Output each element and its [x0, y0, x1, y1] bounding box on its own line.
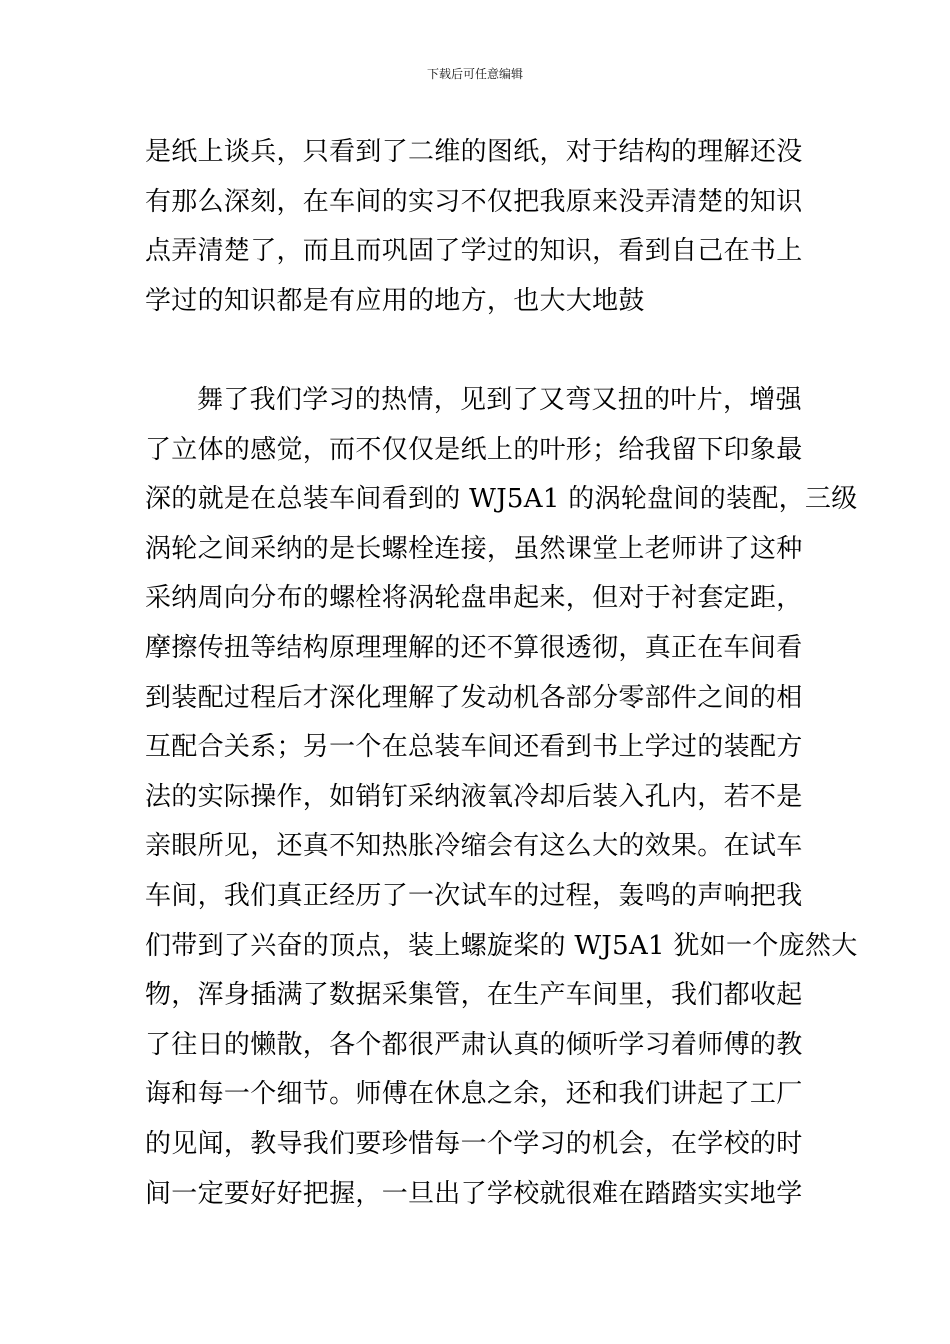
- paragraph-line: 学过的知识都是有应用的地方，也大大地鼓: [145, 285, 645, 316]
- paragraph-line: 深的就是在总装车间看到的 WJ5A1 的涡轮盘间的装配，三级: [145, 484, 858, 515]
- paragraph-line: 间一定要好好把握，一旦出了学校就很难在踏踏实实地学: [145, 1178, 803, 1209]
- paragraph-line: 是纸上谈兵，只看到了二维的图纸，对于结构的理解还没: [145, 137, 803, 167]
- paragraph-line: 了往日的懒散，各个都很严肃认真的倾听学习着师傅的教: [145, 1029, 803, 1060]
- paragraph-line: 亲眼所见，还真不知热胀冷缩会有这么大的效果。在试车: [145, 831, 803, 862]
- paragraph-line: 法的实际操作，如销钉采纳液氧冷却后装入孔内，若不是: [145, 781, 803, 812]
- paragraph-line: 物，浑身插满了数据采集管，在生产车间里，我们都收起: [145, 980, 803, 1011]
- paragraph-line: 舞了我们学习的热情，见到了又弯又扭的叶片，增强: [197, 385, 802, 415]
- paragraph-1: [145, 128, 810, 326]
- paragraph-2: [145, 376, 858, 1219]
- paragraph-line: 的见闻，教导我们要珍惜每一个学习的机会，在学校的时: [145, 1128, 803, 1159]
- paragraph-line: 摩擦传扭等结构原理理解的还不算很透彻，真正在车间看: [145, 632, 803, 663]
- paragraph-line: 们带到了兴奋的顶点，装上螺旋桨的 WJ5A1 犹如一个庞然大: [145, 930, 858, 961]
- paragraph-line: 到装配过程后才深化理解了发动机各部分零部件之间的相: [145, 682, 803, 713]
- paragraph-line: 互配合关系；另一个在总装车间还看到书上学过的装配方: [145, 732, 803, 763]
- paragraph-line: 了立体的感觉，而不仅仅是纸上的叶形；给我留下印象最: [145, 434, 803, 465]
- page-header: 下载后可任意编辑: [426, 67, 523, 81]
- paragraph-line: 点弄清楚了，而且而巩固了学过的知识，看到自己在书上: [145, 236, 803, 267]
- paragraph-line: 车间，我们真正经历了一次试车的过程，轰鸣的声响把我: [145, 880, 803, 911]
- paragraph-line: 诲和每一个细节。师傅在休息之余，还和我们讲起了工厂: [145, 1079, 803, 1110]
- paragraph-line: 涡轮之间采纳的是长螺栓连接，虽然课堂上老师讲了这种: [145, 533, 803, 564]
- paragraph-line: 有那么深刻，在车间的实习不仅把我原来没弄清楚的知识: [145, 186, 803, 217]
- paragraph-line: 采纳周向分布的螺栓将涡轮盘串起来，但对于衬套定距，: [145, 583, 803, 614]
